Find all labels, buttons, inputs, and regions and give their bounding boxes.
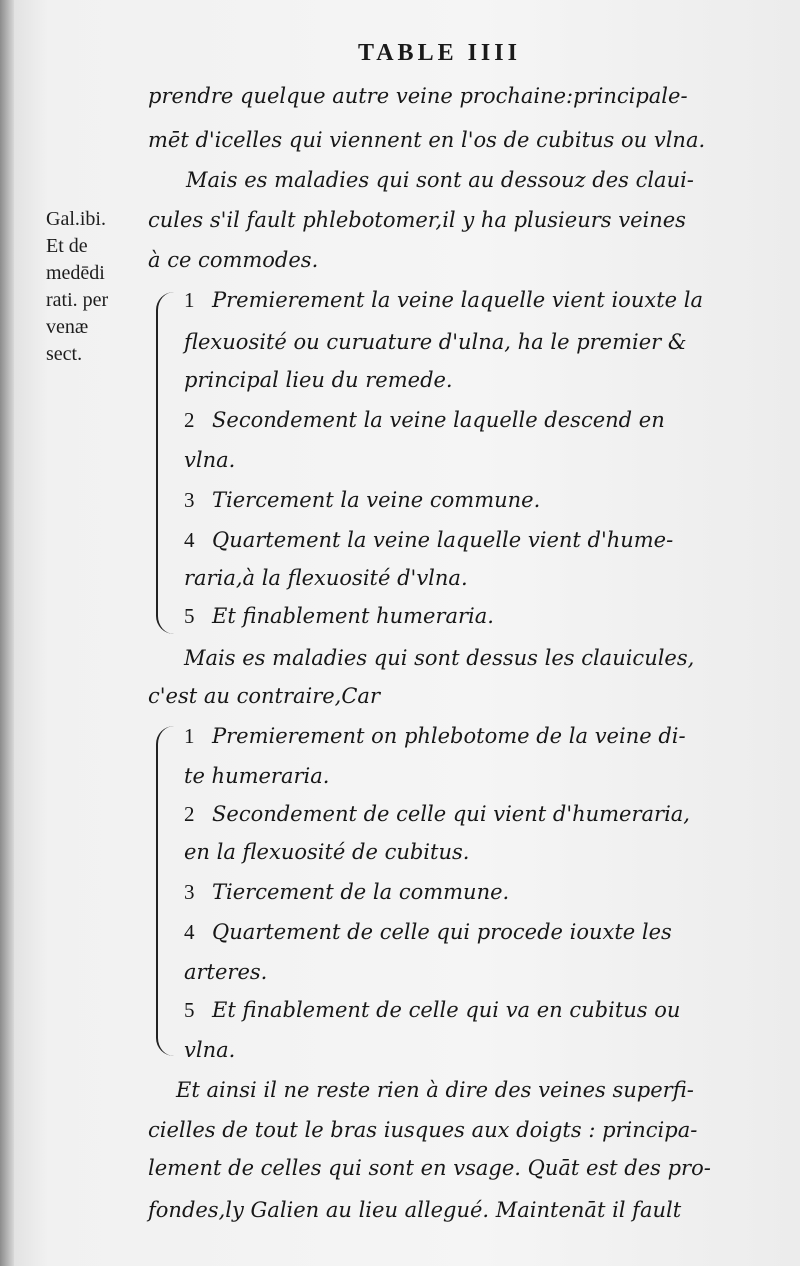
- item-number: 4: [184, 920, 195, 944]
- item-number: 2: [184, 408, 195, 432]
- list-brace: [156, 292, 176, 634]
- text-line: en la flexuosité de cubitus.: [184, 840, 470, 864]
- item-text: Quartement la veine laquelle vient d'hume-: [212, 528, 674, 552]
- text-line: fondes,ly Galien au lieu allegué. Maintenāt il fault: [148, 1198, 682, 1222]
- item-text: Et finablement de celle qui va en cubitus ou: [212, 998, 681, 1022]
- margin-note-line: venæ: [46, 316, 89, 338]
- margin-note-line: Et de: [46, 235, 88, 257]
- list-item: [184, 878, 509, 906]
- text-line: à ce commodes.: [148, 248, 319, 272]
- margin-note-line: medēdi: [46, 262, 105, 284]
- text-line: cielles de tout le bras iusques aux doigts : principa-: [148, 1118, 698, 1142]
- list-item: [184, 722, 686, 750]
- text-line: arteres.: [184, 960, 268, 984]
- list-item: [184, 602, 494, 630]
- item-number: 5: [184, 604, 195, 628]
- item-text: Secondement de celle qui vient d'humeraria,: [212, 802, 690, 826]
- item-text: Tiercement la veine commune.: [212, 488, 541, 512]
- item-number: 1: [184, 288, 195, 312]
- text-line: te humeraria.: [184, 764, 330, 788]
- text-line: prendre quelque autre veine prochaine:principale-: [148, 84, 688, 108]
- text-line: vlna.: [184, 448, 236, 472]
- list-item: [184, 996, 680, 1024]
- item-number: 5: [184, 998, 195, 1022]
- item-text: Premierement la veine laquelle vient iouxte la: [212, 288, 703, 312]
- list-item: [184, 286, 703, 314]
- list-item: [184, 800, 690, 828]
- margin-note-line: Gal.ibi.: [46, 208, 106, 230]
- text-line: c'est au contraire,Car: [148, 684, 380, 708]
- item-text: Secondement la veine laquelle descend en: [212, 408, 665, 432]
- list-item: [184, 406, 665, 434]
- item-text: Et finablement humeraria.: [212, 604, 494, 628]
- margin-note-line: rati. per: [46, 289, 109, 311]
- item-number: 1: [184, 724, 195, 748]
- list-item: [184, 526, 673, 554]
- list-item: [184, 918, 672, 946]
- text-line: raria,à la flexuosité d'vlna.: [184, 566, 468, 590]
- page-header: TABLE IIII: [358, 40, 521, 66]
- text-line: vlna.: [184, 1038, 236, 1062]
- text-line: Mais es maladies qui sont dessus les clauicules,: [184, 646, 695, 670]
- list-item: [184, 486, 540, 514]
- item-text: Tiercement de la commune.: [212, 880, 510, 904]
- item-number: 2: [184, 802, 195, 826]
- item-number: 3: [184, 880, 195, 904]
- item-text: Premierement on phlebotome de la veine di-: [212, 724, 686, 748]
- item-number: 4: [184, 528, 195, 552]
- text-line: principal lieu du remede.: [184, 368, 453, 392]
- list-brace: [156, 726, 176, 1056]
- item-number: 3: [184, 488, 195, 512]
- text-line: lement de celles qui sont en vsage. Quāt est des pro-: [148, 1156, 711, 1180]
- text-line: flexuosité ou curuature d'ulna, ha le premier &: [184, 330, 687, 354]
- text-line: cules s'il fault phlebotomer,il y ha plusieurs veines: [148, 208, 686, 232]
- margin-note-line: sect.: [46, 343, 83, 365]
- text-line: Mais es maladies qui sont au dessouz des claui-: [186, 168, 694, 192]
- text-line: mēt d'icelles qui viennent en l'os de cubitus ou vlna.: [148, 128, 706, 152]
- item-text: Quartement de celle qui procede iouxte les: [212, 920, 672, 944]
- text-line: Et ainsi il ne reste rien à dire des veines superfi-: [176, 1078, 694, 1102]
